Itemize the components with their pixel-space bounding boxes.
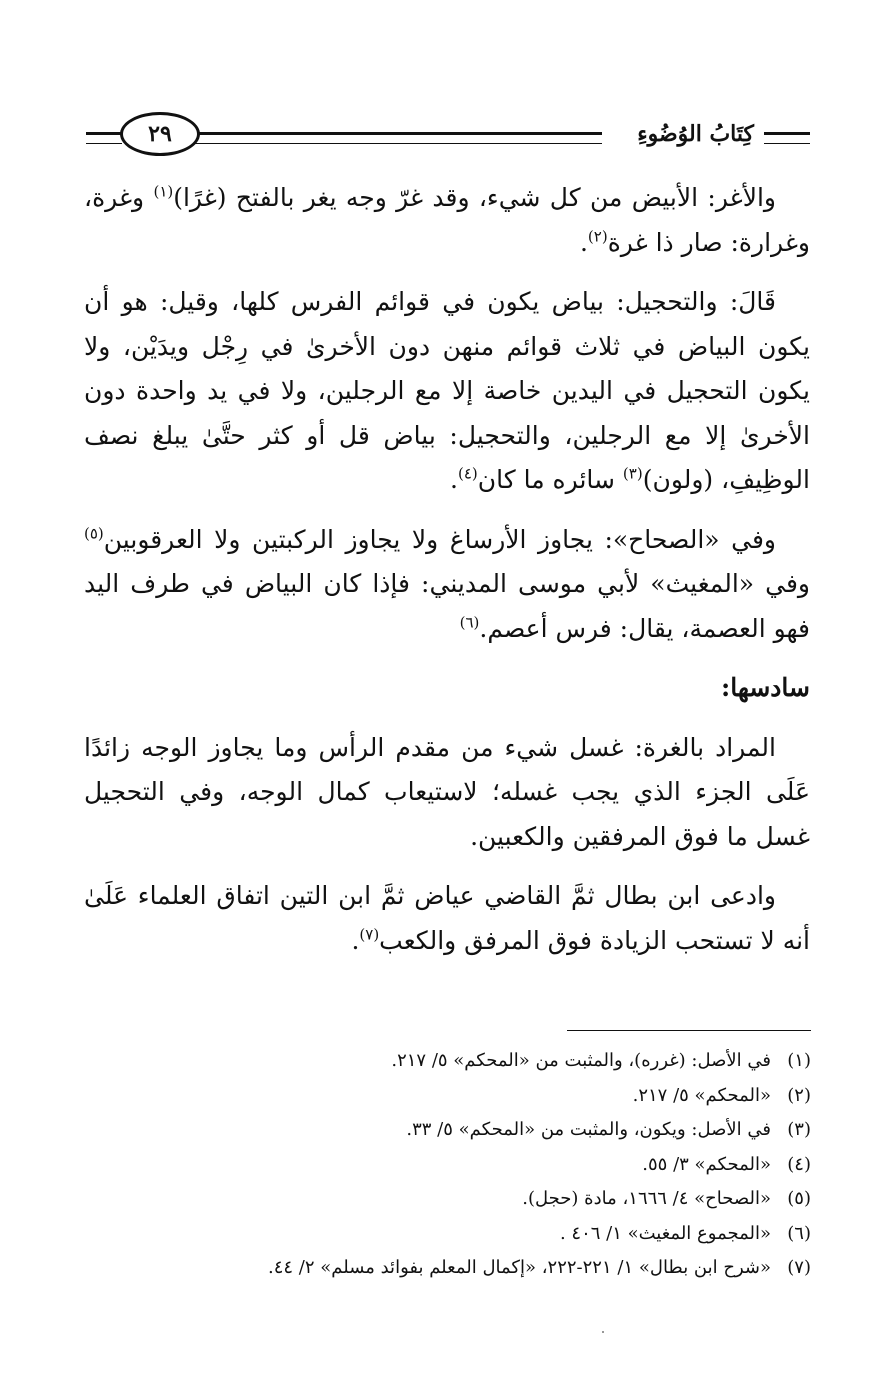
paragraph-text: . [450,465,458,494]
footnote-text: «شرح ابن بطال» ١/ ٢٢١-٢٢٢، «إكمال المعلم بفوائد مسلم» ٢/ ٤٤. [267,1257,771,1278]
footnote-text: «المجموع المغيث» ١/ ٤٠٦ . [559,1222,771,1244]
footnote-ref: (٥) [84,524,104,543]
paragraph-text: . [351,925,360,955]
paragraph-text: سائره ما كان [477,465,623,494]
main-text [84,176,810,978]
paragraph-text: وفي «الصحاح»: يجاوز الأرساغ ولا يجاوز الركبتين ولا العرقوبين [103,524,776,554]
footnote-item [111,1217,811,1252]
footnote-number: (٦) [787,1222,811,1244]
section-heading [84,666,810,711]
paragraph-text: وادعى ابن بطال ثمَّ القاضي عياض ثمَّ ابن التين اتفاق العلماء عَلَىٰ أنه لا تستحب الزيادة فوق المرفق والكعب [84,881,810,955]
paragraph [84,280,810,503]
footnote-ref: (٦) [459,613,480,632]
paragraph-text: والأغر: الأبيض من كل شيء، وقد غرّ وجه يغر بالفتح (غرًا) [173,183,776,212]
footnote-ref: (٤) [457,464,478,483]
footnote-text: «المحكم» ٥/ ٢١٧. [632,1084,771,1106]
footnote-ref: (٧) [359,925,380,944]
header-rule-right [764,132,810,144]
footnote-separator [567,1030,811,1031]
header-rule-middle [192,132,602,144]
footnote-item [111,1251,811,1286]
paragraph-text: وغرة، وغرارة: صار ذا غرة [84,183,810,257]
footnote-text: في الأصل: (غرره)، والمثبت من «المحكم» ٥/ ٢١٧. [391,1050,771,1071]
chapter-title: كِتَابُ الوُضُوءِ [637,121,754,147]
footnote-item [111,1044,811,1079]
paragraph [84,726,810,860]
footnotes-list [111,1044,811,1286]
footnote-number: (٥) [787,1188,811,1209]
running-header [86,112,810,160]
footnote-item [111,1182,811,1217]
paragraph-text: قَالَ: والتحجيل: بياض يكون في قوائم الفرس كلها، وقيل: هو أن يكون البياض في ثلاث قوائم منهن دون الأخرىٰ في رِجْل ويدَيْن، ولا يكون التحجيل في اليدين خاصة إلا مع الرجلين، ولا في يد واحدة دون الأخرىٰ إلا مع الرجلين، والتحجيل: بياض قل أو كثر حتَّىٰ يبلغ نصف الوظِيفِ، (ولون) [84,287,810,494]
footnote-ref: (٣) [622,464,643,483]
paragraph [84,176,810,265]
header-rule-left [86,132,122,144]
footnote-text: «الصحاح» ٤/ ١٦٦٦، مادة (حجل). [522,1188,771,1209]
paragraph-text: وفي «المغيث» لأبي موسى المديني: فإذا كان البياض في طرف اليد فهو العصمة، يقال: فرس أعصم. [84,569,810,643]
footnote-number: (٧) [787,1257,811,1278]
paragraph [84,518,810,652]
footnote-item [111,1079,811,1114]
footnote-number: (٣) [787,1119,811,1140]
footnote-number: (٢) [787,1084,811,1106]
paragraph [84,874,810,963]
footnote-number: (١) [787,1050,811,1071]
footnote-number: (٤) [787,1153,811,1175]
footnote-item [111,1113,811,1148]
scan-speck [602,1331,604,1333]
paragraph-text: سادسها: [720,673,810,702]
footnote-item [111,1148,811,1183]
footnote-ref: (١) [153,182,174,201]
footnote-text: «المحكم» ٣/ ٥٥. [642,1153,771,1175]
footnote-text: في الأصل: ويكون، والمثبت من «المحكم» ٥/ ٣٣. [406,1119,771,1140]
paragraph-text: المراد بالغرة: غسل شيء من مقدم الرأس وما يجاوز الوجه زائدًا عَلَى الجزء الذي يجب غسله؛ لاستيعاب كمال الوجه، وفي التحجيل غسل ما فوق المرفقين والكعبين. [84,732,810,851]
page-number: ٢٩ [120,112,200,156]
paragraph-text: . [579,227,588,257]
footnote-ref: (٢) [587,227,608,246]
